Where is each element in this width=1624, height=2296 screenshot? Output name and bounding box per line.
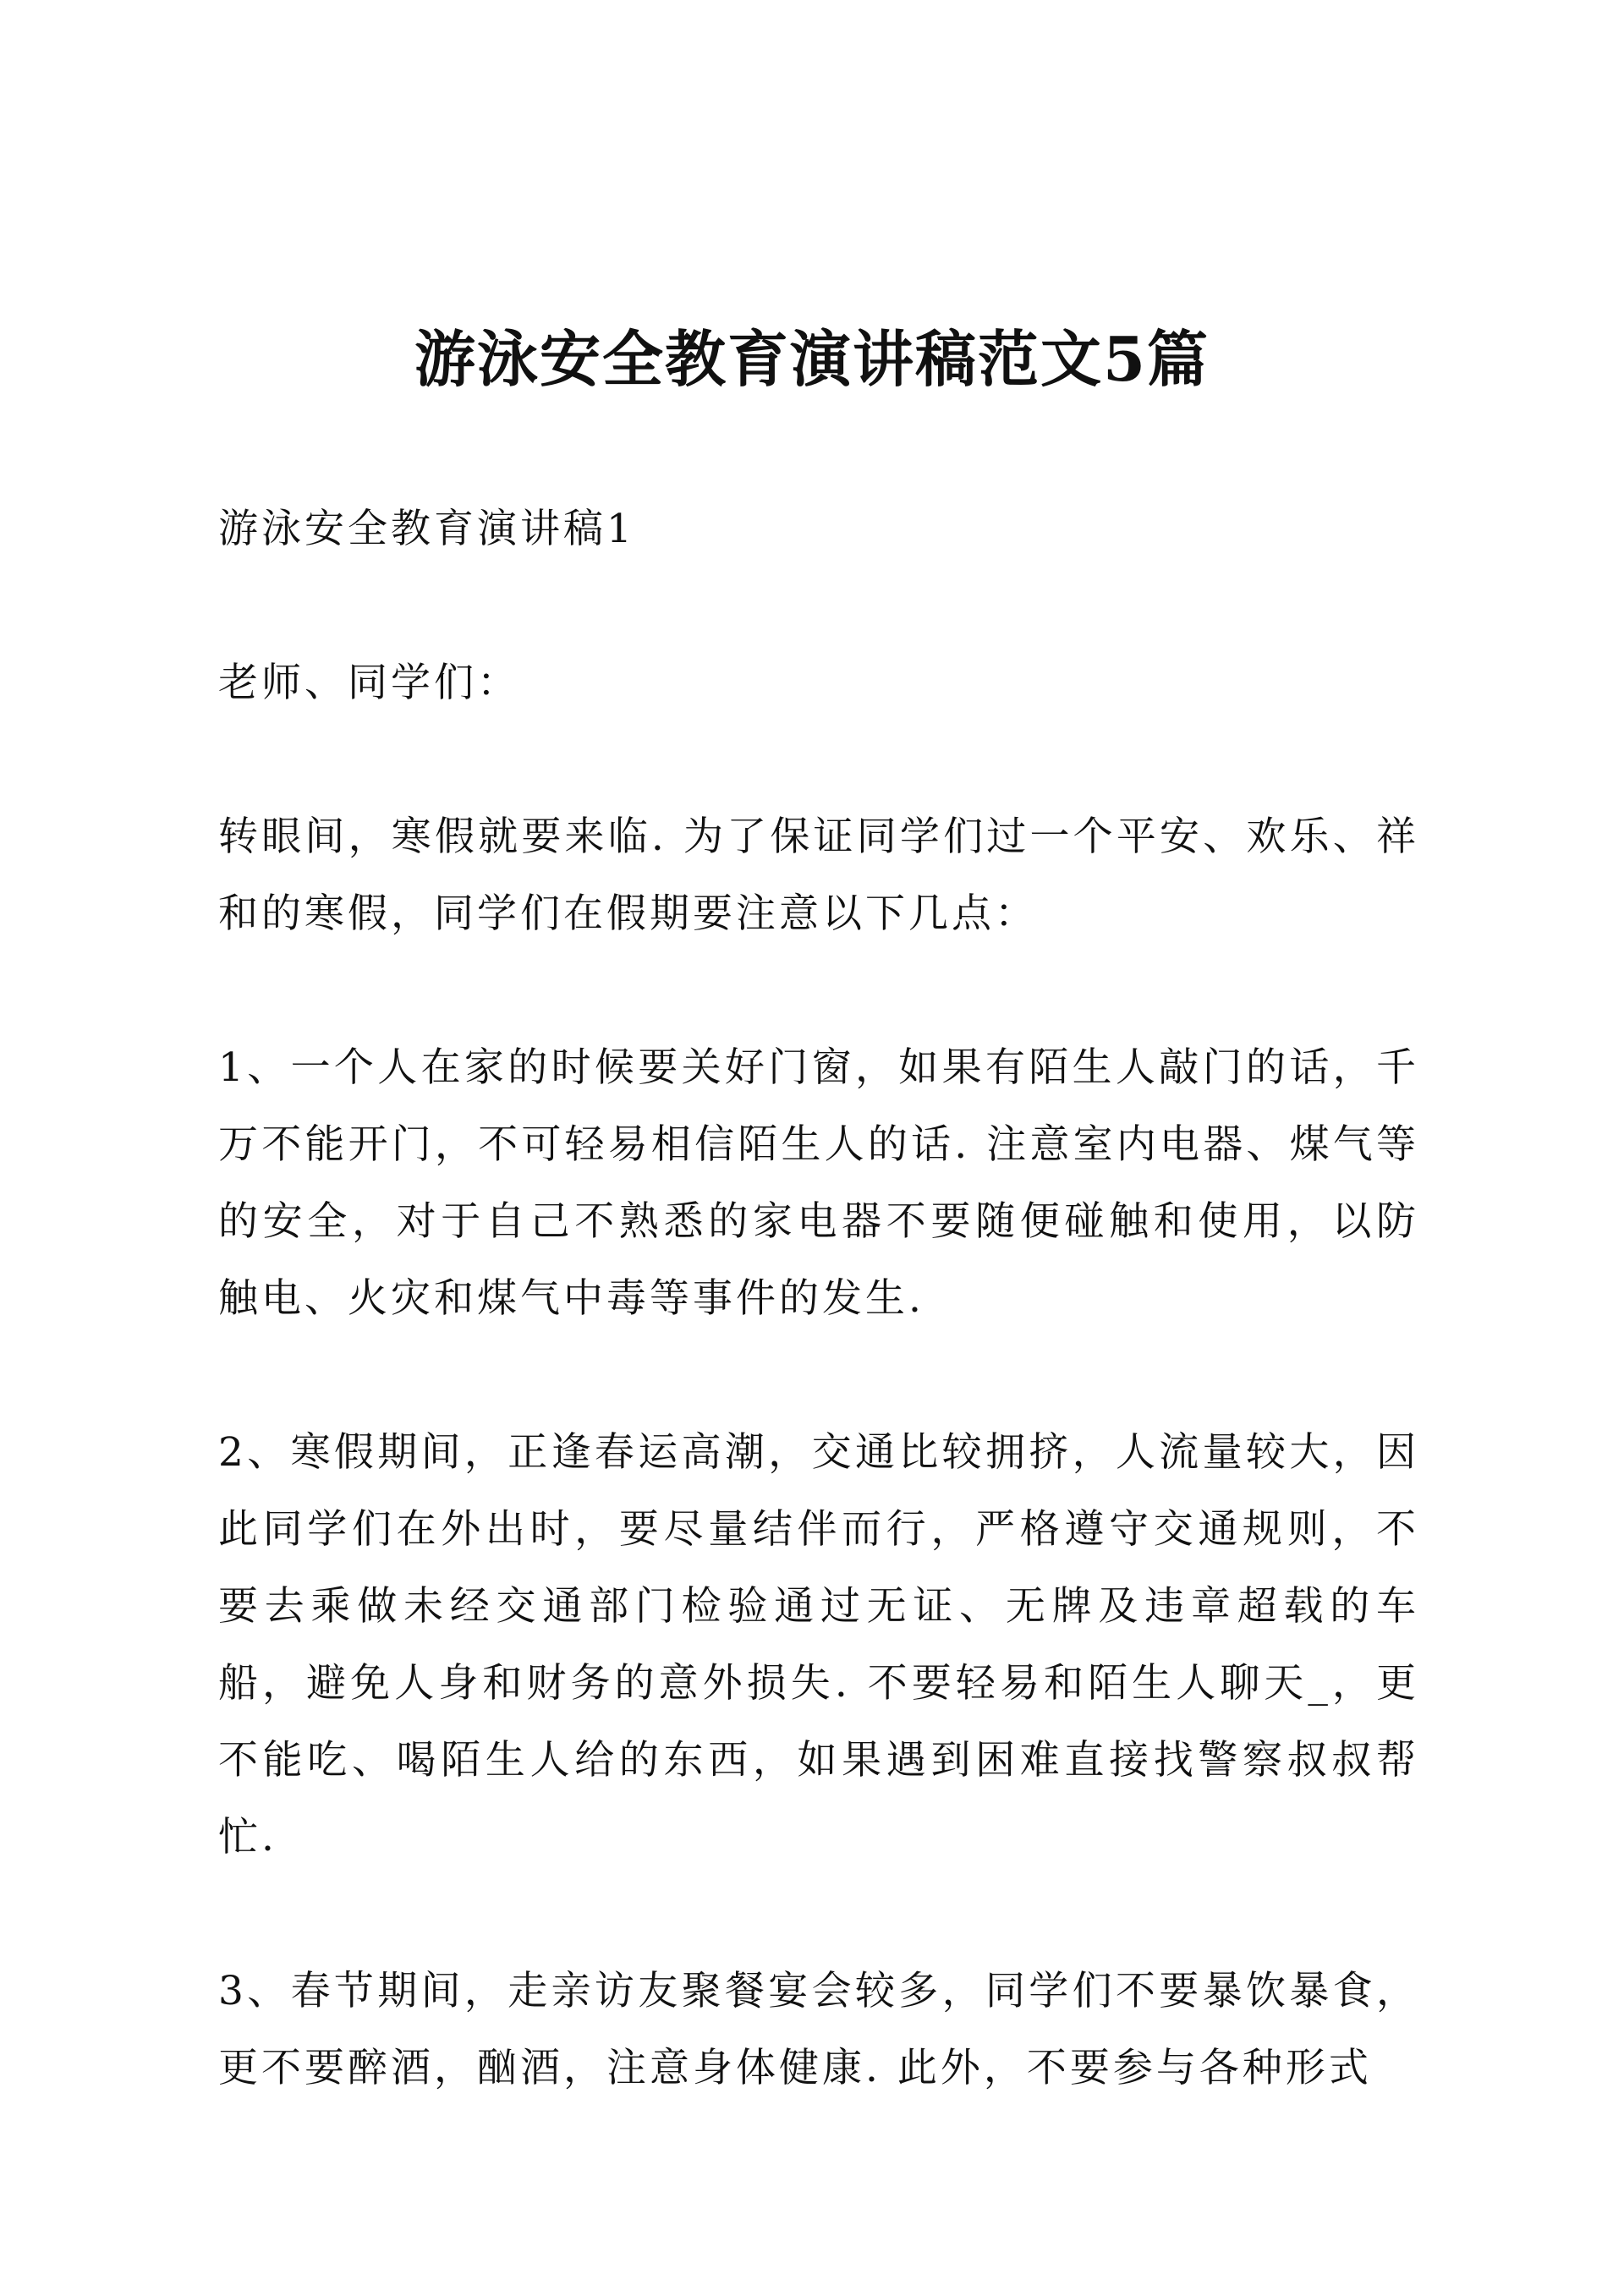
point-3-paragraph: 3、春节期间，走亲访友聚餐宴会较多，同学们不要暴饮暴食，更不要醉酒，酗酒，注意身体健康. 此外，不要参与各种形式 xyxy=(218,1968,1419,2091)
intro-paragraph: 转眼间，寒假就要来临. 为了保证同学们过一个平安、欢乐、祥和的寒假，同学们在假期要注意以下几点： xyxy=(218,814,1419,937)
section-heading: 游泳安全教育演讲稿1 xyxy=(218,506,635,552)
document-body xyxy=(218,490,1419,2184)
salutation: 老师、同学们： xyxy=(218,660,520,706)
point-2-paragraph: 2、寒假期间，正逢春运高潮，交通比较拥挤，人流量较大，因此同学们在外出时，要尽量结伴而行，严格遵守交通规则，不要去乘做未经交通部门检验通过无证、无牌及违章超载的车船，避免人身和财务的意外损失. 不要轻易和陌生人聊天_，更不能吃、喝陌生人给的东西，如果遇到困难直接找警察叔叔帮忙. xyxy=(218,1429,1419,1860)
document-title: 游泳安全教育演讲稿范文5篇 xyxy=(414,323,1210,395)
point-1-paragraph: 1、一个人在家的时候要关好门窗，如果有陌生人敲门的话，千万不能开门，不可轻易相信陌生人的话. 注意室内电器、煤气等的安全，对于自己不熟悉的家电器不要随便碰触和使用，以防触电、火灾和煤气中毒等事件的发生. xyxy=(218,1044,1419,1322)
